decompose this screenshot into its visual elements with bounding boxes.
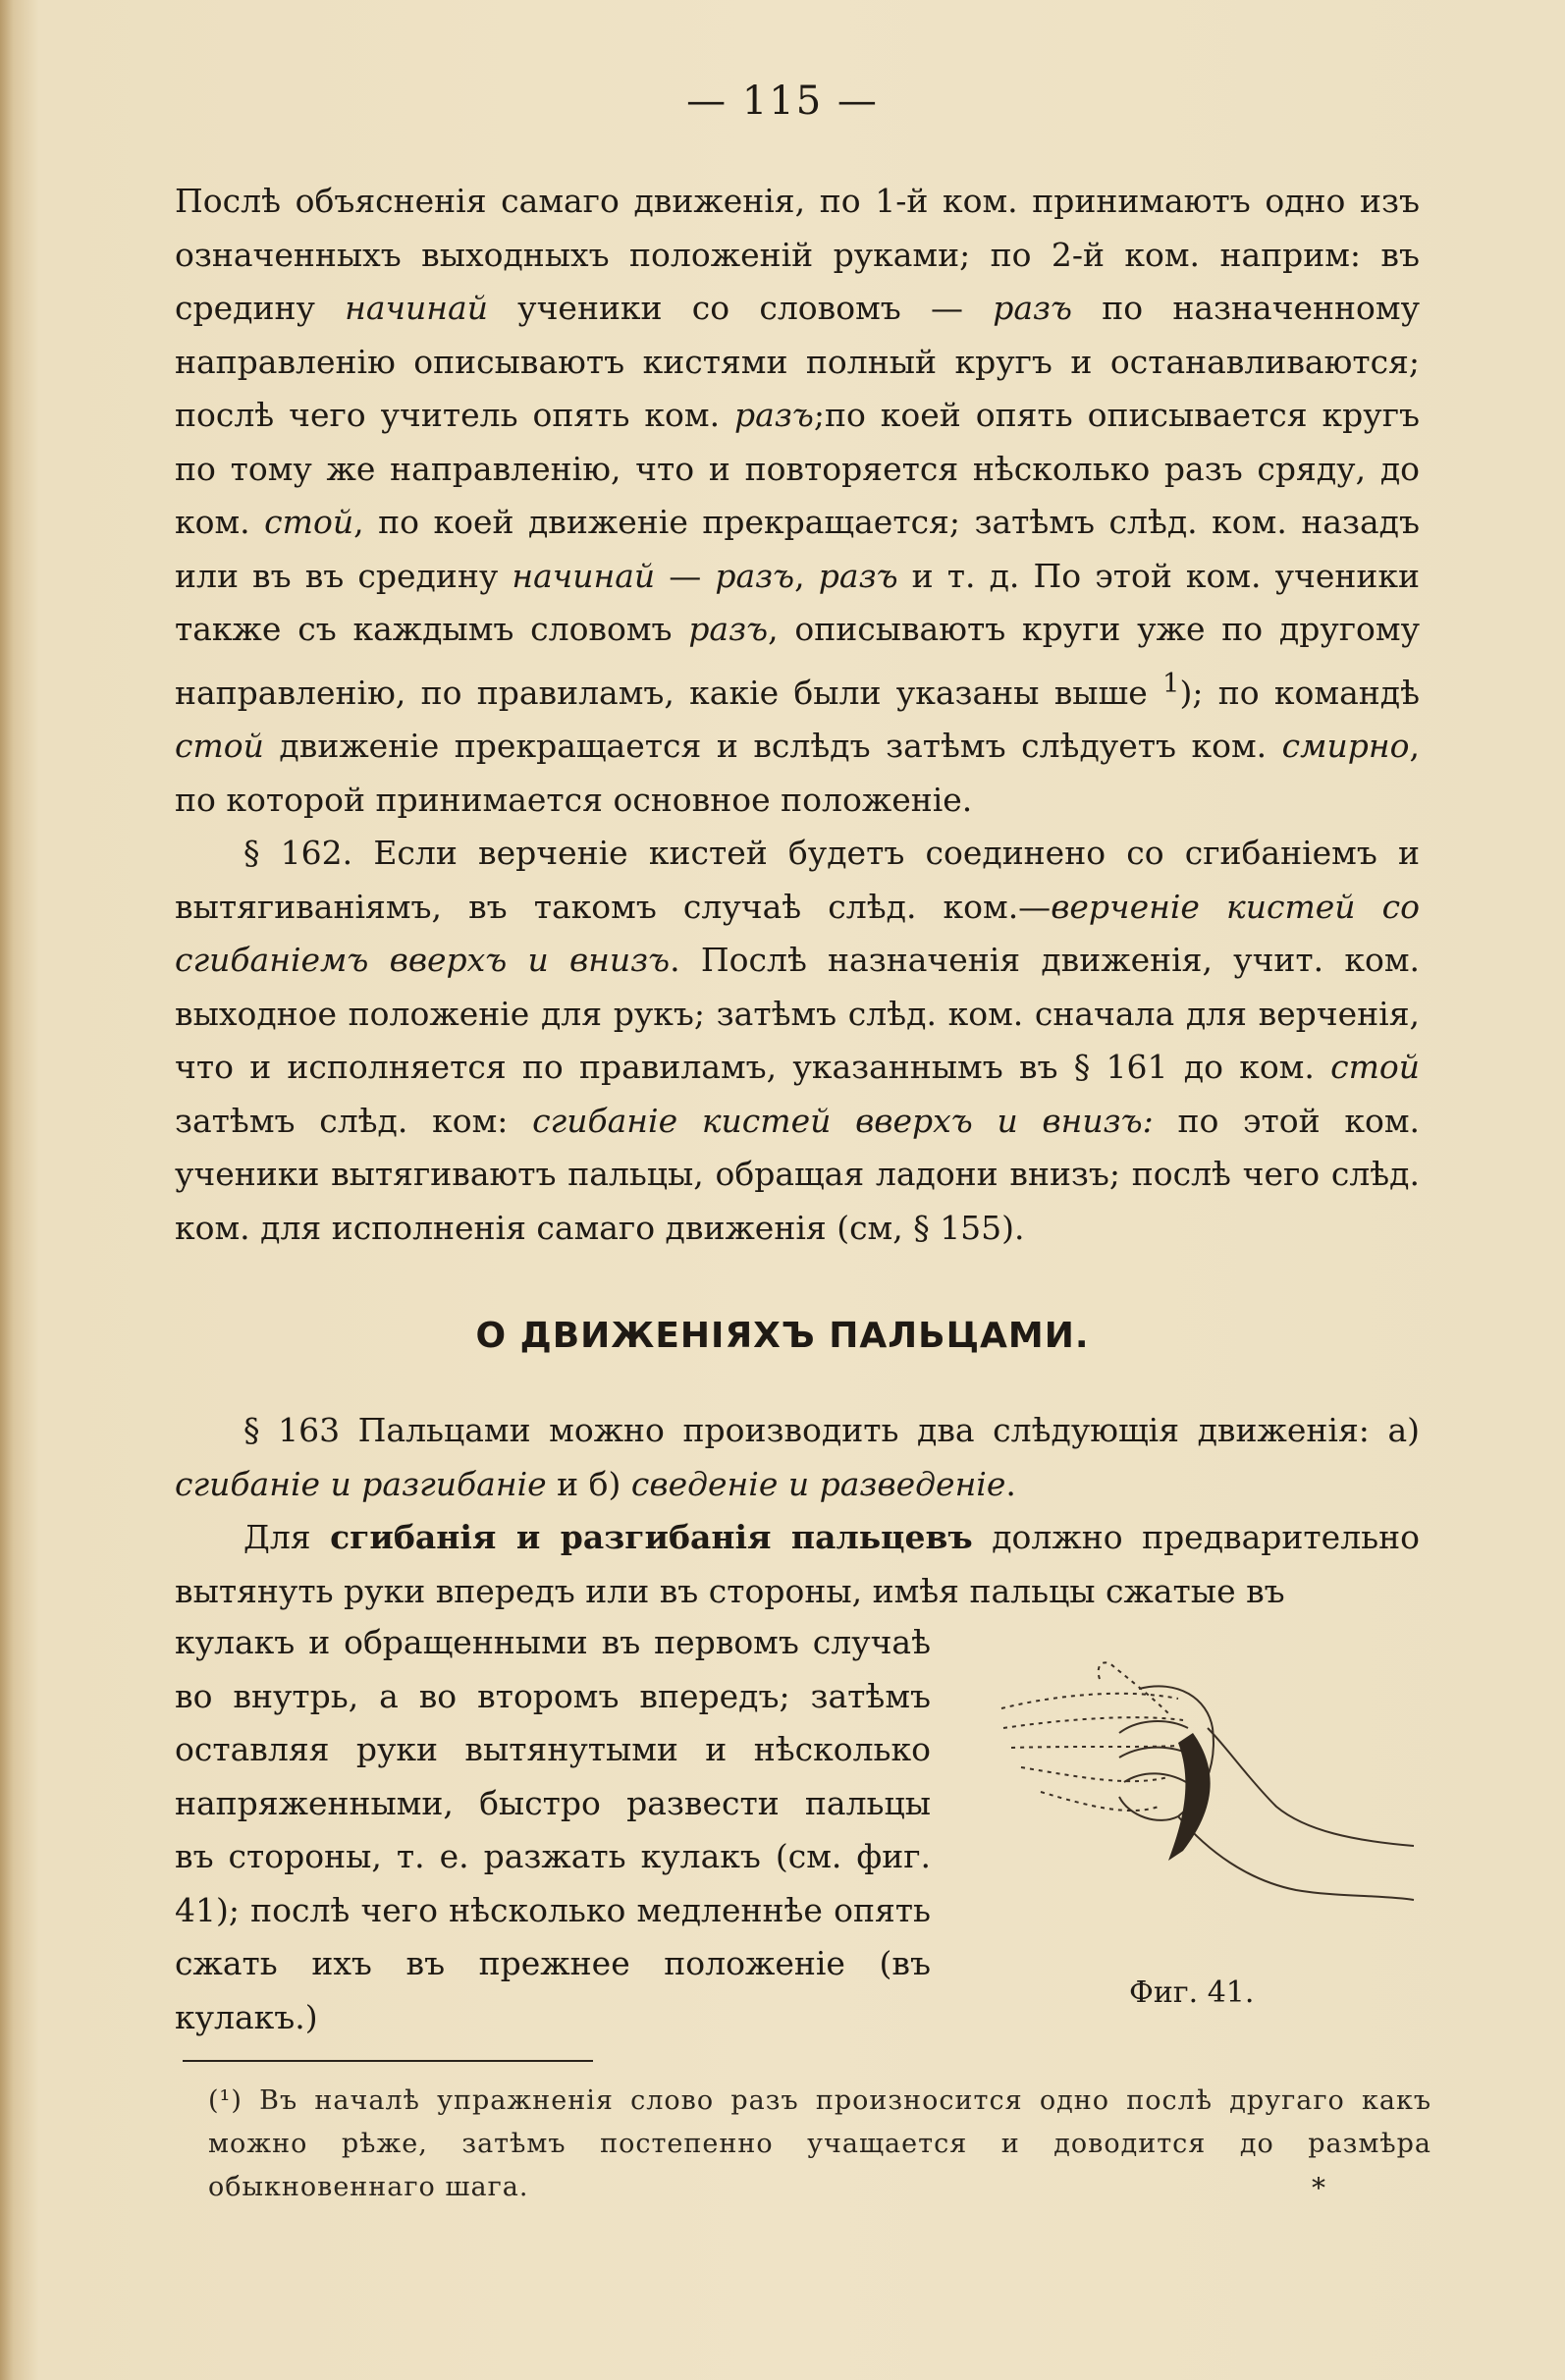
paragraph-161-continued: Послѣ объясненія самаго движенія, по 1-й ком. принимаютъ одно изъ означенныхъ выходныхъ положеній руками; по 2-й ком. наприм: въ средину начинай ученики со словомъ — разъ по назначенному направленію описываютъ кистями полный кругъ и останавливаются; послѣ чего учитель опять ком. разъ;по коей опять описывается кругъ по тому же направленію, что и повторяется нѣсколько разъ сряду, до ком. стой, по коей движеніе прекращается; затѣмъ слѣд. ком. назадъ или въ въ средину начинай — разъ, разъ и т. д. По этой ком. ученики также съ каждымъ словомъ разъ, описываютъ круги уже по другому направленію, по правиламъ, какіе были указаны выше $^1$); по командѣ стой движеніе прекращается и вслѣдъ затѣмъ слѣдуетъ ком. смирно, по которой принимается основное положеніе. § 162. Если верченіе кистей будетъ соединено со сгибаніемъ и вытягиваніямъ, въ такомъ случаѣ слѣд. ком.—верченіе кистей со сгибаніемъ вверхъ и внизъ. Послѣ назначенія движенія, учит. ком. выходное положеніе для рукъ; затѣмъ слѣд. ком. сначала для верченія, что и исполняется по правиламъ, указаннымъ въ § 161 до ком. стой затѣмъ слѣд. ком: сгибаніе кистей вверхъ и внизъ: по этой ком. ученики вытягиваютъ пальцы, обращая ладони внизъ; послѣ чего слѣд. ком. для исполненія самаго движенія (см, § 155). (175, 175, 1420, 1255)
footnote: (¹) Въ началѣ упражненія слово разъ произносится одно послѣ другаго какъ можно рѣже, затѣмъ постепенно учащается и доводится до размѣра обыкновеннаго шага. (208, 2085, 1431, 2202)
paragraph-162: § 162. Если верченіе кистей будетъ соединено со сгибаніемъ и вытягиваніямъ, въ такомъ случаѣ слѣд. ком.—верченіе кистей со сгибаніемъ вверхъ и внизъ. Послѣ назначенія движенія, учит. ком. выходное положеніе для рукъ; затѣмъ слѣд. ком. сначала для верченія, что и исполняется по правиламъ, указаннымъ въ § 161 до ком. стой затѣмъ слѣд. ком: сгибаніе кистей вверхъ и внизъ: по этой ком. ученики вытягиваютъ пальцы, обращая ладони внизъ; послѣ чего слѣд. ком. для исполненія самаго движенія (см, § 155). (175, 834, 1420, 1247)
section-heading: О ДВИЖЕНІЯХЪ ПАЛЬЦАМИ. (475, 1316, 1090, 1356)
figure-caption: Фиг. 41. (1129, 1975, 1255, 2010)
footnote-mark: (¹) (208, 2085, 243, 2116)
paragraph-bending: Для сгибанія и разгибанія пальцевъ должно предварительно вытянуть руки впередъ или въ стороны, имѣя пальцы сжатые въ (175, 1518, 1420, 1610)
footnote-divider (183, 2060, 593, 2062)
paragraph-163-block (175, 1404, 1420, 1618)
hand-drawing (982, 1620, 1433, 1924)
signature-mark: * (1312, 2172, 1325, 2204)
footnote-reference: 1 (1162, 667, 1180, 699)
paragraph-163: § 163 Пальцами можно производить два слѣдующія движенія: а) сгибаніе и разгибаніе и б) сведеніе и разведеніе. (175, 1411, 1420, 1503)
paragraph-wrapped: кулакъ и обращенными въ первомъ случаѣ во внутрь, а во второмъ впередъ; затѣмъ оставляя руки вытянутыми и нѣсколько напряженными, быстро развести пальцы въ стороны, т. е. разжать кулакъ (см. фиг. 41); послѣ чего нѣсколько медленнѣе опять сжать ихъ въ прежнее положеніе (въ кулакъ.) (175, 1623, 931, 2036)
figure-41-hand-illustration (982, 1620, 1433, 1954)
page-number: — 115 — (686, 79, 879, 124)
